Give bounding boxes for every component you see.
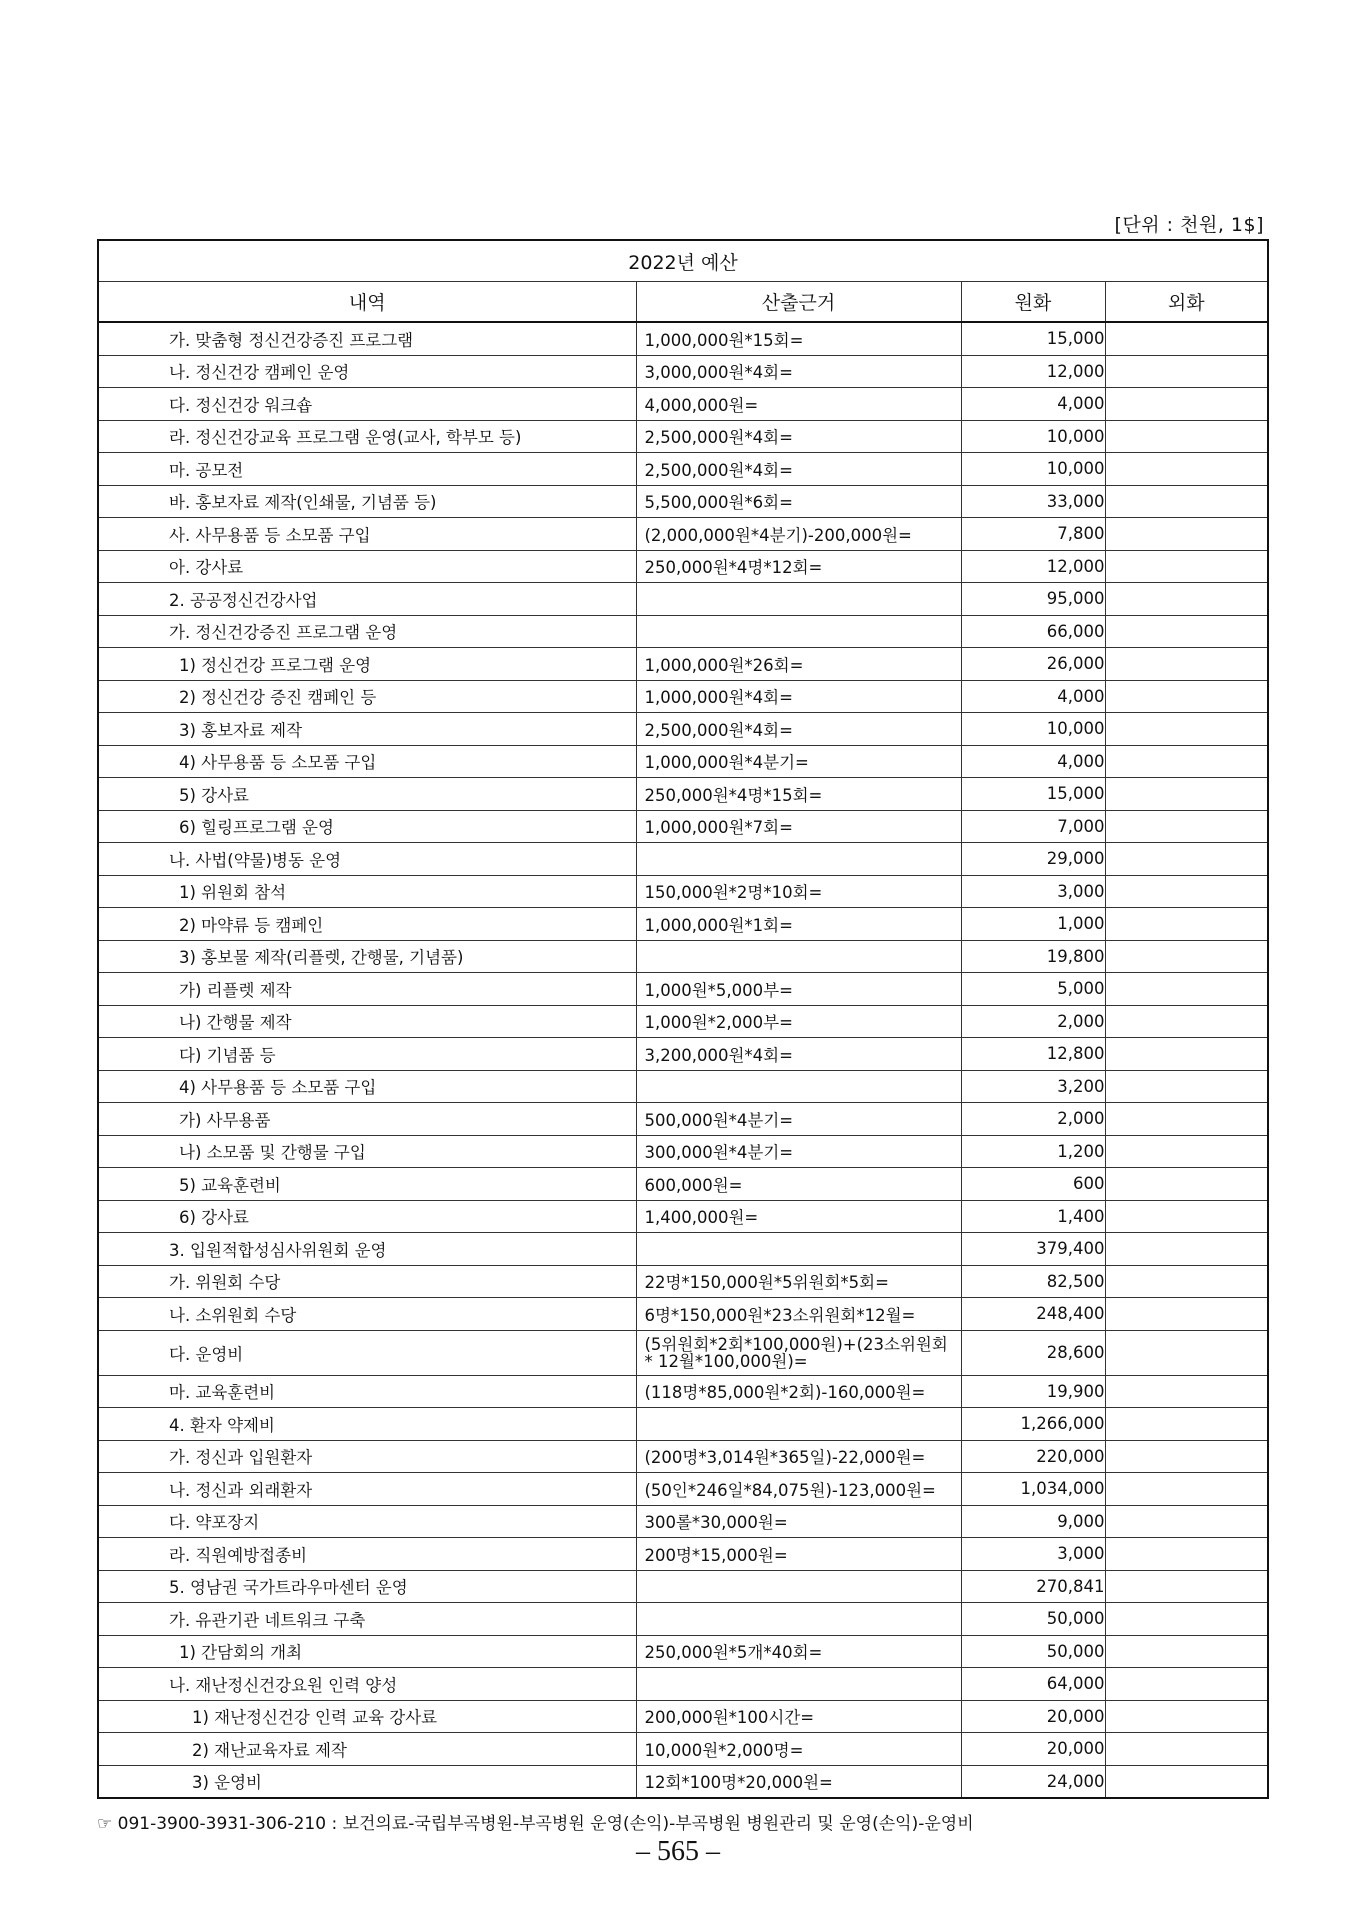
row-item: 나) 간행물 제작	[98, 1005, 636, 1038]
row-foreign	[1105, 550, 1268, 583]
row-item: 나. 사법(약물)병동 운영	[98, 843, 636, 876]
row-won: 1,400	[961, 1200, 1105, 1233]
table-row	[98, 1168, 1268, 1201]
row-basis: 2,500,000원*4회=	[636, 453, 961, 486]
row-item: 다. 정신건강 워크숍	[98, 388, 636, 421]
row-basis: 1,000,000원*26회=	[636, 648, 961, 681]
row-item: 다. 운영비	[98, 1330, 636, 1375]
table-row	[98, 1765, 1268, 1798]
table-row	[98, 1538, 1268, 1571]
row-foreign	[1105, 453, 1268, 486]
row-basis: 250,000원*5개*40회=	[636, 1635, 961, 1668]
row-basis: 1,000,000원*4회=	[636, 680, 961, 713]
row-basis: 1,000원*2,000부=	[636, 1005, 961, 1038]
row-foreign	[1105, 778, 1268, 811]
row-item: 3) 홍보자료 제작	[98, 713, 636, 746]
row-foreign	[1105, 1168, 1268, 1201]
table-row	[98, 778, 1268, 811]
row-basis	[636, 1668, 961, 1701]
table-row	[98, 940, 1268, 973]
row-foreign	[1105, 1570, 1268, 1603]
row-basis: 12회*100명*20,000원=	[636, 1765, 961, 1798]
row-won: 50,000	[961, 1635, 1105, 1668]
row-foreign	[1105, 1505, 1268, 1538]
table-row	[98, 1733, 1268, 1766]
row-won: 7,800	[961, 518, 1105, 551]
row-item: 1) 간담회의 개최	[98, 1635, 636, 1668]
row-item: 다. 약포장지	[98, 1505, 636, 1538]
row-foreign	[1105, 1330, 1268, 1375]
row-item: 3) 운영비	[98, 1765, 636, 1798]
row-foreign	[1105, 485, 1268, 518]
row-foreign	[1105, 1375, 1268, 1408]
row-item: 바. 홍보자료 제작(인쇄물, 기념품 등)	[98, 485, 636, 518]
row-won: 248,400	[961, 1298, 1105, 1331]
row-foreign	[1105, 908, 1268, 941]
row-won: 33,000	[961, 485, 1105, 518]
table-row	[98, 1233, 1268, 1266]
row-basis: 1,000,000원*7회=	[636, 810, 961, 843]
table-row	[98, 1265, 1268, 1298]
row-basis: 10,000원*2,000명=	[636, 1733, 961, 1766]
row-won: 82,500	[961, 1265, 1105, 1298]
row-won: 1,266,000	[961, 1408, 1105, 1441]
table-body	[98, 322, 1268, 1798]
row-foreign	[1105, 680, 1268, 713]
row-item: 4) 사무용품 등 소모품 구입	[98, 1070, 636, 1103]
table-row	[98, 615, 1268, 648]
row-basis: (118명*85,000원*2회)-160,000원=	[636, 1375, 961, 1408]
row-basis: 250,000원*4명*15회=	[636, 778, 961, 811]
table-row	[98, 745, 1268, 778]
row-won: 3,000	[961, 875, 1105, 908]
table-row	[98, 908, 1268, 941]
table-row	[98, 1700, 1268, 1733]
table-row	[98, 1200, 1268, 1233]
row-won: 1,000	[961, 908, 1105, 941]
table-row	[98, 1330, 1268, 1375]
table-row	[98, 583, 1268, 616]
row-basis	[636, 615, 961, 648]
table-row	[98, 1375, 1268, 1408]
row-won: 600	[961, 1168, 1105, 1201]
row-won: 5,000	[961, 973, 1105, 1006]
table-row	[98, 1603, 1268, 1636]
row-won: 379,400	[961, 1233, 1105, 1266]
row-basis: 600,000원=	[636, 1168, 961, 1201]
row-foreign	[1105, 1603, 1268, 1636]
row-foreign	[1105, 1200, 1268, 1233]
row-item: 가. 맞춤형 정신건강증진 프로그램	[98, 322, 636, 355]
row-won: 15,000	[961, 778, 1105, 811]
row-item: 나. 재난정신건강요원 인력 양성	[98, 1668, 636, 1701]
row-won: 10,000	[961, 713, 1105, 746]
row-won: 12,800	[961, 1038, 1105, 1071]
row-foreign	[1105, 1635, 1268, 1668]
table-row	[98, 388, 1268, 421]
row-won: 20,000	[961, 1700, 1105, 1733]
table-row	[98, 1103, 1268, 1136]
row-won: 4,000	[961, 680, 1105, 713]
row-basis-text: (5위원회*2회*100,000원)+(23소위원회* 12월*100,000원)=	[644, 1334, 948, 1371]
table-row	[98, 355, 1268, 388]
row-foreign	[1105, 518, 1268, 551]
table-row	[98, 810, 1268, 843]
row-item: 4) 사무용품 등 소모품 구입	[98, 745, 636, 778]
row-won: 4,000	[961, 745, 1105, 778]
row-basis	[636, 1603, 961, 1636]
table-row	[98, 1005, 1268, 1038]
row-foreign	[1105, 940, 1268, 973]
row-won: 26,000	[961, 648, 1105, 681]
row-item: 3) 홍보물 제작(리플렛, 간행물, 기념품)	[98, 940, 636, 973]
row-won: 2,000	[961, 1103, 1105, 1136]
row-won: 7,000	[961, 810, 1105, 843]
row-basis	[636, 1570, 961, 1603]
row-item: 3. 입원적합성심사위원회 운영	[98, 1233, 636, 1266]
table-row	[98, 648, 1268, 681]
row-item: 2. 공공정신건강사업	[98, 583, 636, 616]
header-item: 내역	[98, 282, 636, 323]
row-foreign	[1105, 745, 1268, 778]
row-basis	[636, 1330, 961, 1375]
row-basis: 1,000,000원*4분기=	[636, 745, 961, 778]
row-item: 다) 기념품 등	[98, 1038, 636, 1071]
row-basis: 2,500,000원*4회=	[636, 713, 961, 746]
row-foreign	[1105, 1668, 1268, 1701]
row-basis: 2,500,000원*4회=	[636, 420, 961, 453]
row-item: 2) 재난교육자료 제작	[98, 1733, 636, 1766]
table-row	[98, 550, 1268, 583]
row-item: 나. 정신건강 캠페인 운영	[98, 355, 636, 388]
row-item: 가) 리플렛 제작	[98, 973, 636, 1006]
row-item: 가. 유관기관 네트워크 구축	[98, 1603, 636, 1636]
row-item: 나. 소위원회 수당	[98, 1298, 636, 1331]
row-foreign	[1105, 420, 1268, 453]
row-foreign	[1105, 583, 1268, 616]
row-won: 2,000	[961, 1005, 1105, 1038]
row-foreign	[1105, 810, 1268, 843]
row-won: 220,000	[961, 1440, 1105, 1473]
header-foreign: 외화	[1105, 282, 1268, 323]
row-foreign	[1105, 355, 1268, 388]
row-won: 19,800	[961, 940, 1105, 973]
row-won: 29,000	[961, 843, 1105, 876]
row-item: 가) 사무용품	[98, 1103, 636, 1136]
row-won: 270,841	[961, 1570, 1105, 1603]
table-row	[98, 843, 1268, 876]
row-foreign	[1105, 1700, 1268, 1733]
table-row	[98, 1635, 1268, 1668]
row-foreign	[1105, 1538, 1268, 1571]
row-foreign	[1105, 648, 1268, 681]
unit-label: [단위 : 천원, 1$]	[1114, 214, 1264, 236]
row-won: 9,000	[961, 1505, 1105, 1538]
row-item: 아. 강사료	[98, 550, 636, 583]
row-foreign	[1105, 973, 1268, 1006]
row-foreign	[1105, 1103, 1268, 1136]
row-foreign	[1105, 1233, 1268, 1266]
row-item: 6) 힐링프로그램 운영	[98, 810, 636, 843]
header-basis: 산출근거	[636, 282, 961, 323]
row-won: 64,000	[961, 1668, 1105, 1701]
row-foreign	[1105, 843, 1268, 876]
row-won: 1,200	[961, 1135, 1105, 1168]
row-foreign	[1105, 713, 1268, 746]
row-basis	[636, 583, 961, 616]
table-row	[98, 1570, 1268, 1603]
table-row	[98, 453, 1268, 486]
row-foreign	[1105, 1265, 1268, 1298]
row-basis: 300롤*30,000원=	[636, 1505, 961, 1538]
table-row	[98, 680, 1268, 713]
row-item: 2) 마약류 등 캠페인	[98, 908, 636, 941]
row-won: 10,000	[961, 453, 1105, 486]
row-foreign	[1105, 615, 1268, 648]
row-item: 나. 정신과 외래환자	[98, 1473, 636, 1506]
row-foreign	[1105, 875, 1268, 908]
row-basis	[636, 940, 961, 973]
row-won: 50,000	[961, 1603, 1105, 1636]
table-row	[98, 1135, 1268, 1168]
row-item: 사. 사무용품 등 소모품 구입	[98, 518, 636, 551]
row-basis: 1,000,000원*15회=	[636, 322, 961, 355]
row-item: 라. 직원예방접종비	[98, 1538, 636, 1571]
row-foreign	[1105, 322, 1268, 355]
table-row	[98, 1408, 1268, 1441]
table-row	[98, 322, 1268, 355]
row-item: 라. 정신건강교육 프로그램 운영(교사, 학부모 등)	[98, 420, 636, 453]
table-row	[98, 1070, 1268, 1103]
row-foreign	[1105, 1135, 1268, 1168]
row-foreign	[1105, 1733, 1268, 1766]
row-basis: 5,500,000원*6회=	[636, 485, 961, 518]
budget-table	[97, 239, 1269, 1799]
row-basis	[636, 843, 961, 876]
row-basis: (50인*246일*84,075원)-123,000원=	[636, 1473, 961, 1506]
row-won: 95,000	[961, 583, 1105, 616]
row-foreign	[1105, 1005, 1268, 1038]
table-row	[98, 713, 1268, 746]
table-row	[98, 1668, 1268, 1701]
budget-table-container	[97, 239, 1267, 1799]
row-basis: 500,000원*4분기=	[636, 1103, 961, 1136]
row-basis	[636, 1070, 961, 1103]
table-row	[98, 420, 1268, 453]
row-won: 66,000	[961, 615, 1105, 648]
row-basis: 3,000,000원*4회=	[636, 355, 961, 388]
row-basis: 3,200,000원*4회=	[636, 1038, 961, 1071]
account-footnote: ☞ 091-3900-3931-306-210 : 보건의료-국립부곡병원-부곡병원 운영(손익)-부곡병원 병원관리 및 운영(손익)-운영비	[97, 1814, 974, 1834]
row-won: 1,034,000	[961, 1473, 1105, 1506]
row-basis: 1,000,000원*1회=	[636, 908, 961, 941]
row-foreign	[1105, 1473, 1268, 1506]
row-item: 나) 소모품 및 간행물 구입	[98, 1135, 636, 1168]
header-won: 원화	[961, 282, 1105, 323]
table-row	[98, 518, 1268, 551]
row-item: 가. 정신과 입원환자	[98, 1440, 636, 1473]
row-won: 28,600	[961, 1330, 1105, 1375]
row-won: 24,000	[961, 1765, 1105, 1798]
row-won: 12,000	[961, 355, 1105, 388]
row-won: 3,200	[961, 1070, 1105, 1103]
table-row	[98, 485, 1268, 518]
row-item: 4. 환자 약제비	[98, 1408, 636, 1441]
row-basis: 150,000원*2명*10회=	[636, 875, 961, 908]
row-basis: 300,000원*4분기=	[636, 1135, 961, 1168]
row-foreign	[1105, 1070, 1268, 1103]
row-item: 5. 영남권 국가트라우마센터 운영	[98, 1570, 636, 1603]
row-item: 마. 공모전	[98, 453, 636, 486]
row-foreign	[1105, 388, 1268, 421]
table-row	[98, 1473, 1268, 1506]
table-row	[98, 1440, 1268, 1473]
row-basis: (2,000,000원*4분기)-200,000원=	[636, 518, 961, 551]
row-item: 가. 위원회 수당	[98, 1265, 636, 1298]
row-item: 1) 정신건강 프로그램 운영	[98, 648, 636, 681]
row-basis: (200명*3,014원*365일)-22,000원=	[636, 1440, 961, 1473]
row-won: 4,000	[961, 388, 1105, 421]
row-item: 마. 교육훈련비	[98, 1375, 636, 1408]
row-won: 15,000	[961, 322, 1105, 355]
table-row	[98, 1038, 1268, 1071]
row-foreign	[1105, 1298, 1268, 1331]
row-won: 3,000	[961, 1538, 1105, 1571]
row-foreign	[1105, 1038, 1268, 1071]
row-foreign	[1105, 1440, 1268, 1473]
row-basis: 250,000원*4명*12회=	[636, 550, 961, 583]
table-row	[98, 875, 1268, 908]
row-basis: 200명*15,000원=	[636, 1538, 961, 1571]
table-row	[98, 973, 1268, 1006]
row-item: 5) 교육훈련비	[98, 1168, 636, 1201]
row-won: 20,000	[961, 1733, 1105, 1766]
row-basis	[636, 1233, 961, 1266]
row-basis: 200,000원*100시간=	[636, 1700, 961, 1733]
row-item: 2) 정신건강 증진 캠페인 등	[98, 680, 636, 713]
table-title: 2022년 예산	[98, 240, 1268, 282]
row-item: 1) 위원회 참석	[98, 875, 636, 908]
table-row	[98, 1505, 1268, 1538]
row-won: 10,000	[961, 420, 1105, 453]
row-basis: 22명*150,000원*5위원회*5회=	[636, 1265, 961, 1298]
row-foreign	[1105, 1408, 1268, 1441]
row-basis: 6명*150,000원*23소위원회*12월=	[636, 1298, 961, 1331]
row-basis: 1,400,000원=	[636, 1200, 961, 1233]
page-number: – 565 –	[636, 1836, 720, 1867]
row-item: 1) 재난정신건강 인력 교육 강사료	[98, 1700, 636, 1733]
row-item: 5) 강사료	[98, 778, 636, 811]
row-foreign	[1105, 1765, 1268, 1798]
row-basis: 1,000원*5,000부=	[636, 973, 961, 1006]
row-item: 가. 정신건강증진 프로그램 운영	[98, 615, 636, 648]
row-basis: 4,000,000원=	[636, 388, 961, 421]
table-row	[98, 1298, 1268, 1331]
row-item: 6) 강사료	[98, 1200, 636, 1233]
row-basis	[636, 1408, 961, 1441]
row-won: 19,900	[961, 1375, 1105, 1408]
row-won: 12,000	[961, 550, 1105, 583]
